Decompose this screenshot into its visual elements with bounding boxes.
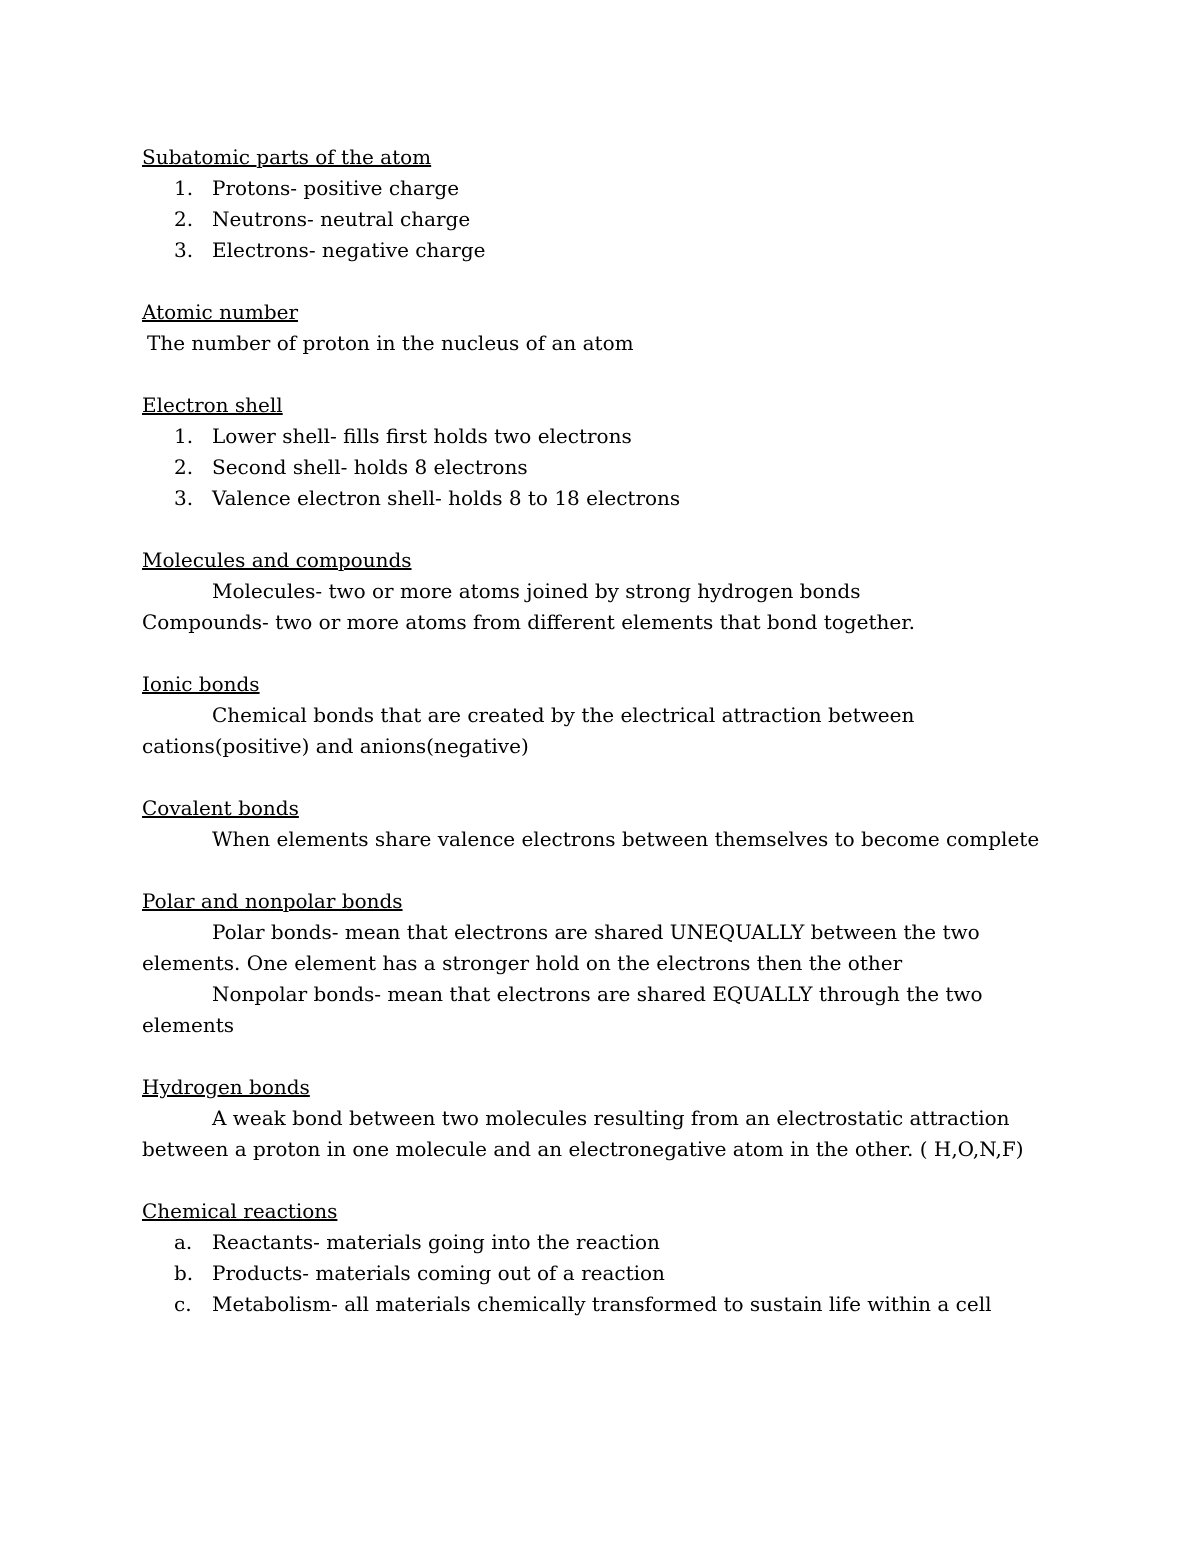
paragraph-line: elements (142, 1013, 235, 1037)
blank-line (142, 266, 1042, 297)
list-item-text: Lower shell- fills first holds two electrons (212, 424, 632, 448)
list-marker: 1. (174, 424, 194, 448)
list-item (142, 173, 1042, 204)
list-item-text: Neutrons- neutral charge (212, 207, 471, 231)
list-item-text: Electrons- negative charge (212, 238, 486, 262)
section-heading-ionic: Ionic bonds (142, 672, 260, 696)
blank-line (142, 1165, 1042, 1196)
section-heading-subatomic: Subatomic parts of the atom (142, 145, 432, 169)
list-item (142, 1227, 1042, 1258)
list-item-text: Reactants- materials going into the reaction (212, 1230, 660, 1254)
list-item (142, 1258, 1042, 1289)
list-item-text: Protons- positive charge (212, 176, 460, 200)
list-item (142, 421, 1042, 452)
blank-line (142, 514, 1042, 545)
section-heading-covalent: Covalent bonds (142, 796, 299, 820)
paragraph-line: When elements share valence electrons between themselves to become complete (212, 827, 1040, 851)
list-item (142, 452, 1042, 483)
paragraph-line: Chemical bonds that are created by the electrical attraction between (212, 703, 915, 727)
list-marker: b. (174, 1261, 194, 1285)
blank-line (142, 762, 1042, 793)
list-item-text: Products- materials coming out of a reaction (212, 1261, 665, 1285)
list-marker: a. (174, 1230, 193, 1254)
paragraph-line: between a proton in one molecule and an electronegative atom in the other. ( H,O,N,F) (142, 1137, 1024, 1161)
paragraph-line: elements. One element has a stronger hold on the electrons then the other (142, 951, 903, 975)
list-item-text: Valence electron shell- holds 8 to 18 electrons (212, 486, 681, 510)
list-item (142, 204, 1042, 235)
section-heading-hydrogen: Hydrogen bonds (142, 1075, 310, 1099)
paragraph-line: Compounds- two or more atoms from different elements that bond together. (142, 610, 915, 634)
blank-line (142, 1041, 1042, 1072)
list-marker: c. (174, 1292, 192, 1316)
section-heading-reactions: Chemical reactions (142, 1199, 338, 1223)
paragraph-line: Polar bonds- mean that electrons are shared UNEQUALLY between the two (212, 920, 980, 944)
section-heading-electron-shell: Electron shell (142, 393, 283, 417)
document-page (142, 142, 1042, 1320)
list-marker: 2. (174, 207, 194, 231)
paragraph-line: Nonpolar bonds- mean that electrons are shared EQUALLY through the two (212, 982, 983, 1006)
list-marker: 3. (174, 238, 194, 262)
list-item (142, 1289, 1042, 1320)
section-heading-atomic-number: Atomic number (142, 300, 299, 324)
list-item (142, 235, 1042, 266)
blank-line (142, 359, 1042, 390)
blank-line (142, 638, 1042, 669)
paragraph-line: Molecules- two or more atoms joined by strong hydrogen bonds (212, 579, 861, 603)
section-heading-molecules: Molecules and compounds (142, 548, 412, 572)
blank-line (142, 855, 1042, 886)
list-item (142, 483, 1042, 514)
list-marker: 3. (174, 486, 194, 510)
list-item-text: Metabolism- all materials chemically transformed to sustain life within a cell (212, 1292, 992, 1316)
list-item-text: Second shell- holds 8 electrons (212, 455, 528, 479)
paragraph-line: The number of proton in the nucleus of an atom (147, 331, 634, 355)
section-heading-polar: Polar and nonpolar bonds (142, 889, 403, 913)
list-marker: 1. (174, 176, 194, 200)
paragraph-line: cations(positive) and anions(negative) (142, 734, 529, 758)
list-marker: 2. (174, 455, 194, 479)
paragraph-line: A weak bond between two molecules resulting from an electrostatic attraction (212, 1106, 1010, 1130)
